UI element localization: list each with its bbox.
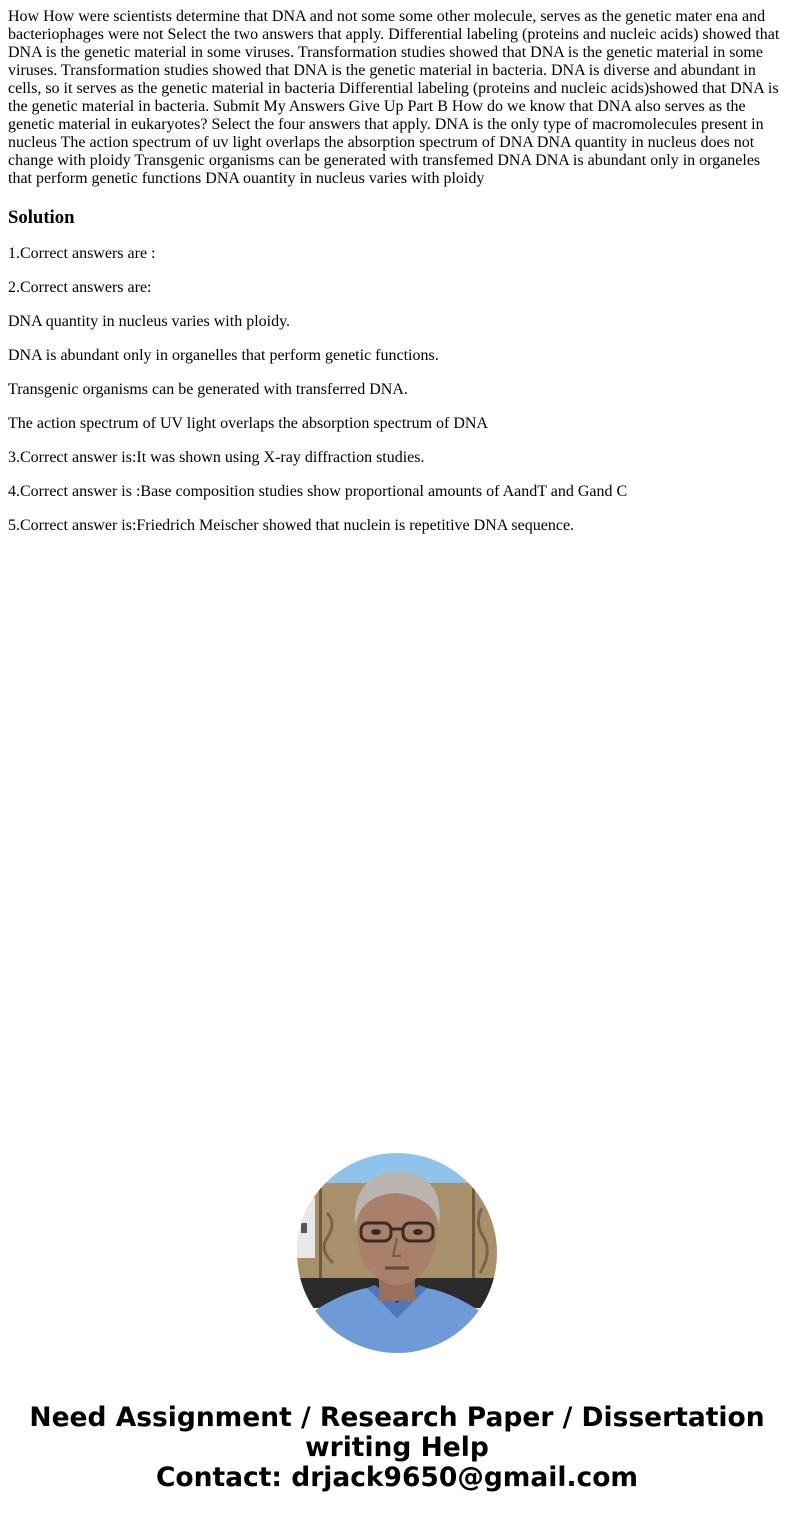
solution-line-5: Transgenic organisms can be generated with transferred DNA. [8,381,408,398]
promo-contact-email: Contact: drjack9650@gmail.com [155,1462,639,1493]
solution-line-1: 1.Correct answers are : [8,245,156,262]
document [0,0,794,535]
contact-banner [0,1403,794,1493]
solution-line-3: DNA quantity in nucleus varies with ploidy. [8,313,291,330]
solution-line-8: 4.Correct answer is :Base composition studies show proportional amounts of AandT and Gand C [8,483,628,500]
solution-line-4: DNA is abundant only in organelles that perform genetic functions. [8,347,439,364]
avatar-portrait-image [297,1153,497,1353]
promo-line-1: Need Assignment / Research Paper / Dissertation [29,1402,765,1433]
promo-line-2: writing Help [305,1432,489,1463]
solution-line-7: 3.Correct answer is:It was shown using X-ray diffraction studies. [8,449,425,466]
solution-line-9: 5.Correct answer is:Friedrich Meischer showed that nuclein is repetitive DNA sequence. [8,517,575,534]
solution-line-6: The action spectrum of UV light overlaps the absorption spectrum of DNA [8,415,489,432]
solution-line-2: 2.Correct answers are: [8,279,152,296]
solution-heading: Solution [8,207,75,228]
avatar [297,1153,497,1353]
question-text: How How were scientists determine that DNA and not some some other molecule, serves as the genetic mater ena and bacteriophages were not Select the two answers that apply. Differential labeling (proteins and nucleic acids) showed that DNA is the genetic material in some viruses. Transformation studies showed that DNA is the genetic material in some viruses. Transformation studies showed that DNA is the genetic material in bacteria. DNA is diverse and abundant in cells, so it serves as the genetic material in bacteria Differential labeling (proteins and nucleic acids)showed that DNA is the genetic material in bacteria. Submit My Answers Give Up Part B How do we know that DNA also serves as the genetic material in eukaryotes? Select the four answers that apply. DNA is the only type of macromolecules present in nucleus The action spectrum of uv light overlaps the absorption spectrum of DNA DNA quantity in nucleus does not change with ploidy Transgenic organisms can be generated with transfemed DNA DNA is abundant only in organeles that perform genetic functions DNA ouantity in nucleus varies with ploidy [8,8,780,187]
